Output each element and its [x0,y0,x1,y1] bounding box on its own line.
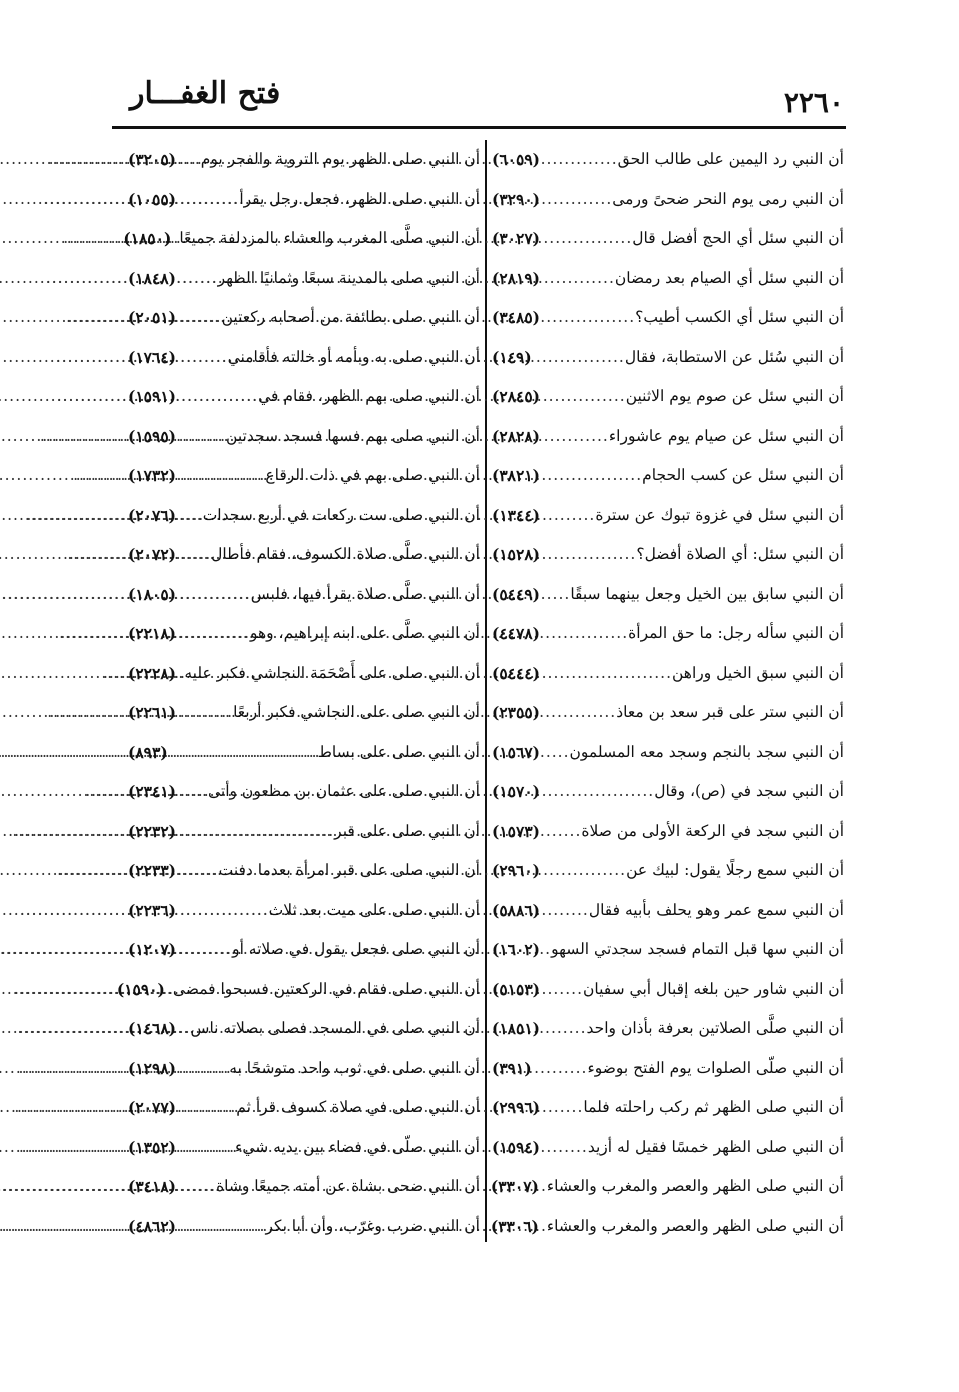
entry-text: أن النبي ضرب وغرّب، وأن أبا بكر [265,1216,480,1235]
entry-reference-number: (١٨٠٥) [128,584,176,604]
entry-reference-number: (٢٠٥١) [128,308,176,327]
index-entry [492,891,844,931]
entry-reference-number: (٣٤١٨) [128,1177,176,1196]
entry-text: أن النبي سئل أي الحج أفضل قال [632,229,844,247]
leader-dots [171,219,179,259]
entry-text: أن النبي صلّى في فضاء بين يديه شيء [235,1137,480,1156]
entry-text: أن النبي صلّى الصلوات يوم الفتح بوضوء [587,1058,844,1077]
entry-text: أن النبي سجد في (ص)، وقال [654,782,844,800]
entry-reference-number: (١٦٠٢) [492,940,540,959]
index-entry [492,1128,844,1168]
entry-reference-number: (١٠٥٥) [128,189,176,209]
index-entry [128,259,480,299]
leader-dots [540,654,672,694]
leader-dots [532,1049,588,1089]
entry-reference-number: (١٥٧٠) [492,782,540,801]
leader-dots [540,891,589,931]
entry-reference-number: (٢٣٤١) [128,782,176,801]
entry-text: أن النبي سئل عن صيام يوم عاشوراء [608,426,844,445]
index-entry [128,654,480,694]
entry-reference-number: (١٥٩٤) [492,1137,540,1157]
leader-dots [540,614,628,654]
index-entry [128,140,480,180]
entry-text: أن النبي صلى في ثوب واحد متوشحًا به [229,1058,480,1077]
entry-text: أن النبي سمع عمر وهو يحلف بأبيه فقال [588,900,844,919]
leader-dots [539,1207,547,1247]
index-entry [492,417,844,457]
page-number: ٢٢٦٠ [783,86,844,119]
leader-dots [176,377,258,417]
leader-dots [176,772,208,812]
leader-dots [176,812,334,852]
entry-reference-number: (١٧٦٤) [128,347,176,367]
entry-text: أن النبي صلى فقام في الركعتين فسبحوا فمضى [172,979,480,998]
entry-reference-number: (٢٠٧٦) [128,505,176,525]
index-entry [128,298,480,338]
index-entry [492,1207,844,1247]
leader-dots [176,1167,216,1207]
index-entry [128,575,480,615]
entry-reference-number: (٢٩٦٠) [492,861,540,880]
entry-reference-number: (٢٢٣٣) [128,861,176,880]
entry-text: أن النبي سئل في غزوة تبوك عن سترة [595,505,844,524]
leader-dots [176,1009,191,1049]
entry-text: أن النبي سأله رجل: ما حق المرأة [628,624,844,642]
leader-dots [176,456,265,496]
entry-text: أن النبي صلَّى المغرب والعشاء بالمزدلفة جميعًا [179,229,480,247]
leader-dots [176,417,226,457]
entry-reference-number: (٢٨٤٥) [492,387,540,406]
index-entry [492,970,844,1010]
leader-dots [168,733,318,773]
entry-text: أن النبي سجد في الركعة الأولى من صلاة [581,821,844,840]
leader-dots [540,219,632,259]
index-entry [492,1049,844,1089]
entry-text: أن النبي صلَّى على ابنه إبراهيم، وهو [250,624,480,642]
entry-reference-number: (٢٢٣٦) [128,900,176,920]
entry-reference-number: (٣٣٠٧) [490,1177,539,1196]
entry-reference-number: (٢٣٥٥) [492,703,540,722]
entry-reference-number: (١٧٣٢) [128,466,176,485]
entry-text: أن النبي سابق بين الخيل وجعل بينهما سبقًا [570,584,844,603]
entry-reference-number: (١٥٧٣) [492,821,540,841]
index-entry [492,496,844,536]
entry-text: أن النبي صلى فجعل يقول في صلاته أو [232,940,480,958]
index-entry [128,930,480,970]
leader-dots [540,417,609,457]
index-entry [128,456,480,496]
entry-reference-number: (٢٢٣٢) [128,821,176,841]
entry-text: أن النبي صلى الظهر، فجعل رجل يقرأ [239,189,480,208]
entry-text: أن النبي صلى بهم فسها فسجد سجدتين [226,426,480,445]
entry-reference-number: (٢٨١٩) [492,268,540,288]
entry-reference-number: (٢٠٧٢) [128,545,176,564]
leader-dots [176,693,233,733]
index-entry [128,417,480,457]
index-entry [128,1128,480,1168]
leader-dots [540,140,618,180]
entry-reference-number: (٣٣٠٦) [490,1216,539,1236]
entry-reference-number: (١٤٩) [492,347,532,367]
leader-dots [540,1128,588,1168]
index-column-right [492,140,844,1246]
entry-text: أن النبي صلَّى صلاة الكسوف، فقام فأطال [211,545,480,563]
index-entry [492,772,844,812]
leader-dots [176,535,211,575]
leader-dots [540,535,636,575]
leader-dots [176,338,228,378]
entry-text: أن النبي صلى بهم الظهر، فقام في [258,387,480,405]
entry-reference-number: (١٥٩١) [128,387,176,406]
entry-text: أن النبي رد اليمين على طالب الحق [617,150,844,168]
index-entry [492,1167,844,1207]
index-entry [492,180,844,220]
entry-text: أن النبي رمى يوم النحر ضحىً ورمى [612,189,844,208]
index-entry [492,535,844,575]
leader-dots [176,259,218,299]
entry-text: أن النبي صلى الظهر والعصر والمغرب والعشاء [546,1216,844,1235]
entry-reference-number: (٦٠٥٩) [492,150,540,169]
entry-reference-number: (٢٩٩٦) [492,1098,540,1117]
entry-text: أن النبي صلَّى صلاة يقرأ فيها، فلبس [250,584,480,603]
leader-dots [176,1088,236,1128]
leader-dots [540,1009,587,1049]
index-column-left [116,140,480,1246]
entry-reference-number: (١٣٥٢) [128,1137,176,1157]
index-entry [128,1009,480,1049]
entry-reference-number: (٥٨٨٦) [492,900,540,920]
entry-reference-number: (٣٠٢٧) [492,229,540,248]
index-entry [128,812,480,852]
leader-dots [540,970,583,1010]
page-header [116,76,844,126]
entry-reference-number: (٥١٥٣) [492,979,540,999]
leader-dots [540,298,635,338]
index-entry [128,535,480,575]
leader-dots [539,1167,547,1207]
entry-text: أن النبي سئل عن صوم يوم الاثنين [625,387,844,405]
leader-dots [540,733,570,773]
leader-dots [176,1049,229,1089]
entry-reference-number: (٢٢١٨) [128,624,176,643]
index-entry [128,377,480,417]
leader-dots [176,851,219,891]
entry-reference-number: (٢٢٦١) [128,703,176,722]
entry-text: أن النبي صلى الظهر خمسًا فقيل له أزيد [587,1137,844,1156]
index-entry [128,772,480,812]
index-entry [128,496,480,536]
entry-text: أن النبي صلى بهم في ذات الرقاع [265,466,480,484]
index-entry [492,140,844,180]
leader-dots [540,772,654,812]
leader-dots [540,180,612,220]
index-entry [128,180,480,220]
header-rule [112,126,846,129]
entry-reference-number: (١٥٩٠) [116,979,165,999]
entry-reference-number: (٢٨٢٨) [492,426,540,446]
entry-reference-number: (٣٤٨٥) [492,308,540,327]
leader-dots [540,575,570,615]
leader-dots [176,891,269,931]
entry-text: أن النبي صلى على قبر امرأة بعدما دفنت [218,861,480,879]
entry-text: أن النبي صلى على النجاشي فكبر أربعًا [233,703,480,721]
entry-reference-number: (١٨٥٠) [123,229,172,248]
leader-dots [540,812,581,852]
entry-text: أن النبي سمع رجلًا يقول: لبيك عن [626,861,844,879]
index-entry [492,851,844,891]
index-entry [492,575,844,615]
entry-text: أن النبي صلى الظهر ثم ركب راحلته فلما [583,1098,844,1116]
entry-text: أن النبي شاور حين بلغه إقبال أبي سفيان [583,979,844,998]
index-entry [123,219,480,259]
leader-dots [540,1088,583,1128]
entry-reference-number: (١٨٥١) [492,1019,540,1038]
leader-dots [176,654,184,694]
entry-text: أن النبي صلى على قبر [334,821,480,840]
leader-dots [532,338,625,378]
entry-text: أن النبي صلى الظهر والعصر والمغرب والعشاء [546,1177,844,1195]
index-entry [128,733,480,773]
index-entry [492,733,844,773]
index-entry [492,259,844,299]
entry-text: أن النبي سئل: أي الصلاة أفضل؟ [636,545,844,563]
index-entry [492,1009,844,1049]
index-entry [128,1167,480,1207]
entry-text: أن النبي صلى على أَصْحَمَة النجاشي فكبر عليه [184,663,480,682]
entry-text: أن النبي صلى بطائفة من أصحابه ركعتين [221,308,480,326]
entry-reference-number: (١٢٩٨) [128,1058,176,1078]
entry-reference-number: (٣٨٢١) [492,466,540,485]
index-entry [492,1088,844,1128]
entry-text: أن النبي ضحى بشاة عن أمته جميعًا وشاة [216,1177,480,1195]
entry-reference-number: (٤٤٧٨) [492,624,540,643]
leader-dots [540,259,615,299]
entry-text: أن النبي صلى ست ركعات في أربع سجدات [202,505,480,524]
index-entry [492,930,844,970]
entry-reference-number: (٤٨٦٢) [128,1216,176,1236]
entry-reference-number: (١٥٩٥) [128,426,176,446]
entry-text: أن النبي سُئل عن الاستطابة، فقال [624,347,844,366]
index-entry [492,654,844,694]
entry-reference-number: (١٨٤٨) [128,268,176,288]
entry-text: أن النبي صلى بالمدينة سبعًا وثمانيًا الظهر [217,268,480,287]
entry-reference-number: (١٢٠٧) [128,940,176,959]
index-entry [128,693,480,733]
index-entry [492,812,844,852]
entry-reference-number: (١٥٦٧) [492,742,540,762]
index-entry [128,891,480,931]
entry-text: أن النبي صلى به وبأمه أو خالته فأقامني [227,347,480,366]
entry-text: أن النبي صلى على ميت بعد ثلاث [268,900,480,919]
entry-text: أن النبي صلى على بساط [317,742,480,761]
leader-dots [176,575,251,615]
entry-reference-number: (٢٠٧٧) [128,1098,176,1117]
entry-reference-number: (٣٢٠٥) [128,150,176,169]
leader-dots [540,377,626,417]
index-entry [492,219,844,259]
leader-dots [176,180,239,220]
entry-text: أن النبي سها قبل التمام فسجد سجدتي السهو [551,940,844,958]
leader-dots [176,614,250,654]
index-entry [128,614,480,654]
index-entry [128,338,480,378]
leader-dots [176,1128,235,1168]
index-entry [128,1049,480,1089]
entry-reference-number: (١٤٦٨) [128,1019,176,1038]
entry-text: أن النبي صلى على عثمان بن مظعون وأتى [207,782,480,800]
entry-text: أن النبي صلى الظهر يوم التروية والفجر يوم [200,150,480,168]
entry-text: أن النبي ستر على قبر سعد بن معاذ [616,703,844,721]
leader-dots [540,851,626,891]
leader-dots [540,456,642,496]
entry-text: أن النبي سبق الخيل وراهن [672,663,844,682]
entry-reference-number: (٥٤٤٩) [492,584,540,604]
book-title: فتح الغفـــار [130,76,281,111]
index-entry [128,1207,480,1247]
index-entry [492,456,844,496]
index-entry [128,1088,480,1128]
entry-reference-number: (٣٩١) [492,1058,532,1078]
leader-dots [176,1207,265,1247]
entry-text: أن النبي سئل أي الكسب أطيب؟ [635,308,844,326]
index-entry [492,298,844,338]
leader-dots [176,930,232,970]
index-entry [492,614,844,654]
leader-dots [540,930,551,970]
entry-reference-number: (٨٩٣) [128,742,168,762]
entry-text: أن النبي صلى في صلاة كسوف قرأ ثم [236,1098,480,1116]
leader-dots [540,496,595,536]
entry-text: أن النبي صلى في المسجد فصلى بصلاته ناس [190,1019,480,1037]
index-entry [492,377,844,417]
leader-dots [176,496,203,536]
leader-dots [165,970,173,1010]
index-entry [116,970,480,1010]
entry-reference-number: (٥٤٤٤) [492,663,540,683]
index-entry [492,338,844,378]
entry-reference-number: (١٥٢٨) [492,545,540,564]
leader-dots [176,140,201,180]
index-entry [128,851,480,891]
entry-text: أن النبي سئل أي الصيام بعد رمضان [614,268,844,287]
entry-text: أن النبي صلَّى الصلاتين بعرفة بأذان واحد [586,1019,844,1037]
entry-text: أن النبي سجد بالنجم وسجد معه المسلمون [569,742,844,761]
leader-dots [176,298,222,338]
entry-text: أن النبي سئل عن كسب الحجام [642,466,844,484]
leader-dots [540,693,616,733]
entry-reference-number: (١٣٤٤) [492,505,540,525]
entry-reference-number: (٢٢٢٨) [128,663,176,683]
index-entry [492,693,844,733]
entry-reference-number: (٣٢٩٠) [492,189,540,209]
